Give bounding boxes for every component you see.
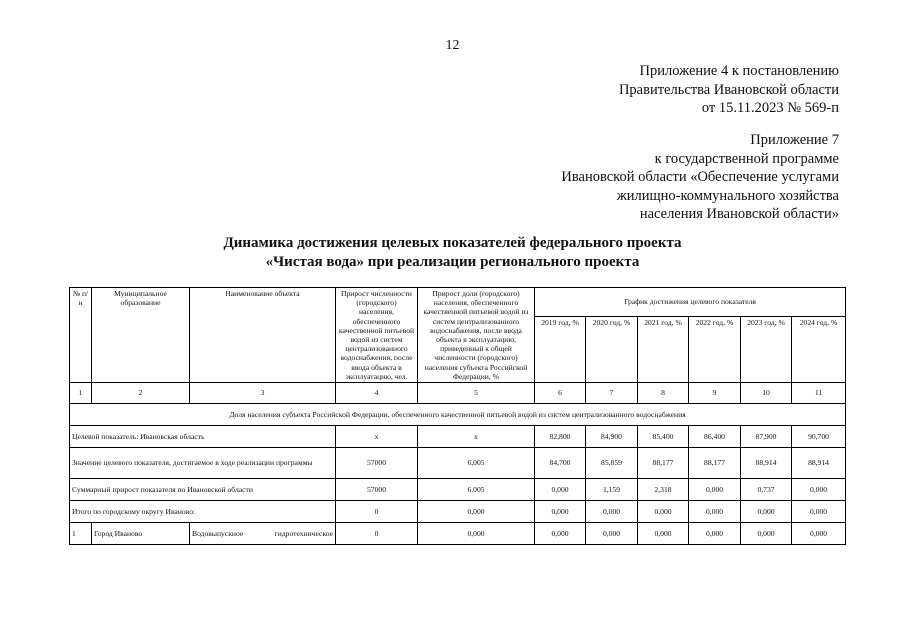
row-label: Суммарный прирост показателя по Ивановской области [70,479,336,501]
header-row [70,288,846,317]
cell-growth-share: x [418,426,535,448]
appendix-7-line: населения Ивановской области» [639,206,839,222]
header-year: 2023 год, % [741,316,792,382]
column-number: 1 [70,383,92,404]
header-municipality: Муниципальное образование [92,288,190,383]
appendix-7-line: Ивановской области «Обеспечение услугами [561,169,839,185]
header-num: № п/н [70,288,92,383]
cell-value: 85,859 [586,448,638,479]
appendix-4-header [619,62,839,118]
column-number: 2 [92,383,190,404]
cell-value: 0,000 [741,501,792,523]
cell-growth-share: 0,000 [418,501,535,523]
cell-value: 0,000 [792,479,846,501]
row-label: Значение целевого показателя, достигаемое в ходе реализации программы [70,448,336,479]
cell-value: 88,914 [792,448,846,479]
cell-growth-share: 6,005 [418,448,535,479]
cell-value: 85,400 [638,426,689,448]
column-numbers-row [70,383,846,404]
item-object: Водовыпускное гидротехническое [190,523,336,545]
table-row [70,448,846,479]
cell-value: 90,700 [792,426,846,448]
cell-growth-share: 0,000 [418,523,535,545]
table-row [70,426,846,448]
cell-value: 84,900 [586,426,638,448]
appendix-7-line: Приложение 7 [750,132,839,148]
cell-growth-share: 6,005 [418,479,535,501]
column-number: 4 [336,383,418,404]
cell-value: 0,737 [741,479,792,501]
cell-growth-population: x [336,426,418,448]
appendix-4-line: от 15.11.2023 № 569-п [701,100,839,116]
cell-value: 82,800 [535,426,586,448]
table-row [70,479,846,501]
section-title: Доля населения субъекта Российской Федерации, обеспеченного качественной питьевой водой из систем централизованного водоснабжения [70,404,846,426]
appendix-4-line: Правительства Ивановской области [618,81,839,98]
header-year: 2022 год, % [689,316,741,382]
header-object: Наименование объекта [190,288,336,383]
header-growth-population: Прирост численности (городского) населения, обеспеченного качественной питьевой водой из систем централизованного водоснабжения, после ввода объекта в эксплуатацию, чел. [336,288,418,383]
item-municipality: Город Иваново [92,523,190,545]
section-row [70,404,846,426]
cell-growth-population: 57000 [336,479,418,501]
cell-value: 84,700 [535,448,586,479]
cell-value: 87,900 [741,426,792,448]
table-row [70,523,846,545]
page-number: 12 [445,38,460,53]
header-schedule: График достижения целевого показателя [535,288,846,317]
cell-growth-population: 0 [336,501,418,523]
cell-value: 0,000 [689,501,741,523]
appendix-7-line: к государственной программе [654,150,839,167]
appendix-7-line: жилищно-коммунального хозяйства [616,187,839,204]
title-line: «Чистая вода» при реализации регионального проекта [265,254,640,270]
cell-value: 0,000 [535,523,586,545]
cell-value: 88,177 [638,448,689,479]
column-number: 7 [586,383,638,404]
header-growth-share: Прирост доли (городского) населения, обеспеченного качественной питьевой водой из систем централизованного водоснабжения, после ввода объекта в эксплуатацию, приведенный к общей численности (городского) населения субъекта Российской Федерации, % [418,288,535,383]
column-number: 6 [535,383,586,404]
cell-value: 0,000 [638,501,689,523]
cell-growth-population: 57000 [336,448,418,479]
cell-value: 88,914 [741,448,792,479]
cell-value: 0,000 [689,523,741,545]
table-row [70,501,846,523]
cell-value: 0,000 [586,523,638,545]
targets-table [69,287,846,545]
row-label: Итого по городскому округу Иваново: [70,501,336,523]
column-number: 8 [638,383,689,404]
column-number: 11 [792,383,846,404]
column-number: 3 [190,383,336,404]
cell-value: 0,000 [792,523,846,545]
header-year: 2020 год, % [586,316,638,382]
cell-value: 0,000 [535,479,586,501]
cell-value: 2,318 [638,479,689,501]
cell-value: 1,159 [586,479,638,501]
appendix-4-line: Приложение 4 к постановлению [639,63,839,79]
cell-value: 88,177 [689,448,741,479]
cell-value: 0,000 [792,501,846,523]
cell-value: 0,000 [535,501,586,523]
item-number: 1 [70,523,92,545]
title-line: Динамика достижения целевых показателей федерального проекта [223,235,682,251]
header-year: 2021 год, % [638,316,689,382]
document-title [0,234,905,272]
cell-value: 0,000 [741,523,792,545]
appendix-7-header [561,131,839,224]
column-number: 5 [418,383,535,404]
header-year: 2024 год, % [792,316,846,382]
row-label: Целевой показатель: Ивановская область [70,426,336,448]
cell-value: 86,400 [689,426,741,448]
cell-growth-population: 0 [336,523,418,545]
header-year: 2019 год, % [535,316,586,382]
column-number: 10 [741,383,792,404]
cell-value: 0,000 [689,479,741,501]
cell-value: 0,000 [586,501,638,523]
cell-value: 0,000 [638,523,689,545]
column-number: 9 [689,383,741,404]
